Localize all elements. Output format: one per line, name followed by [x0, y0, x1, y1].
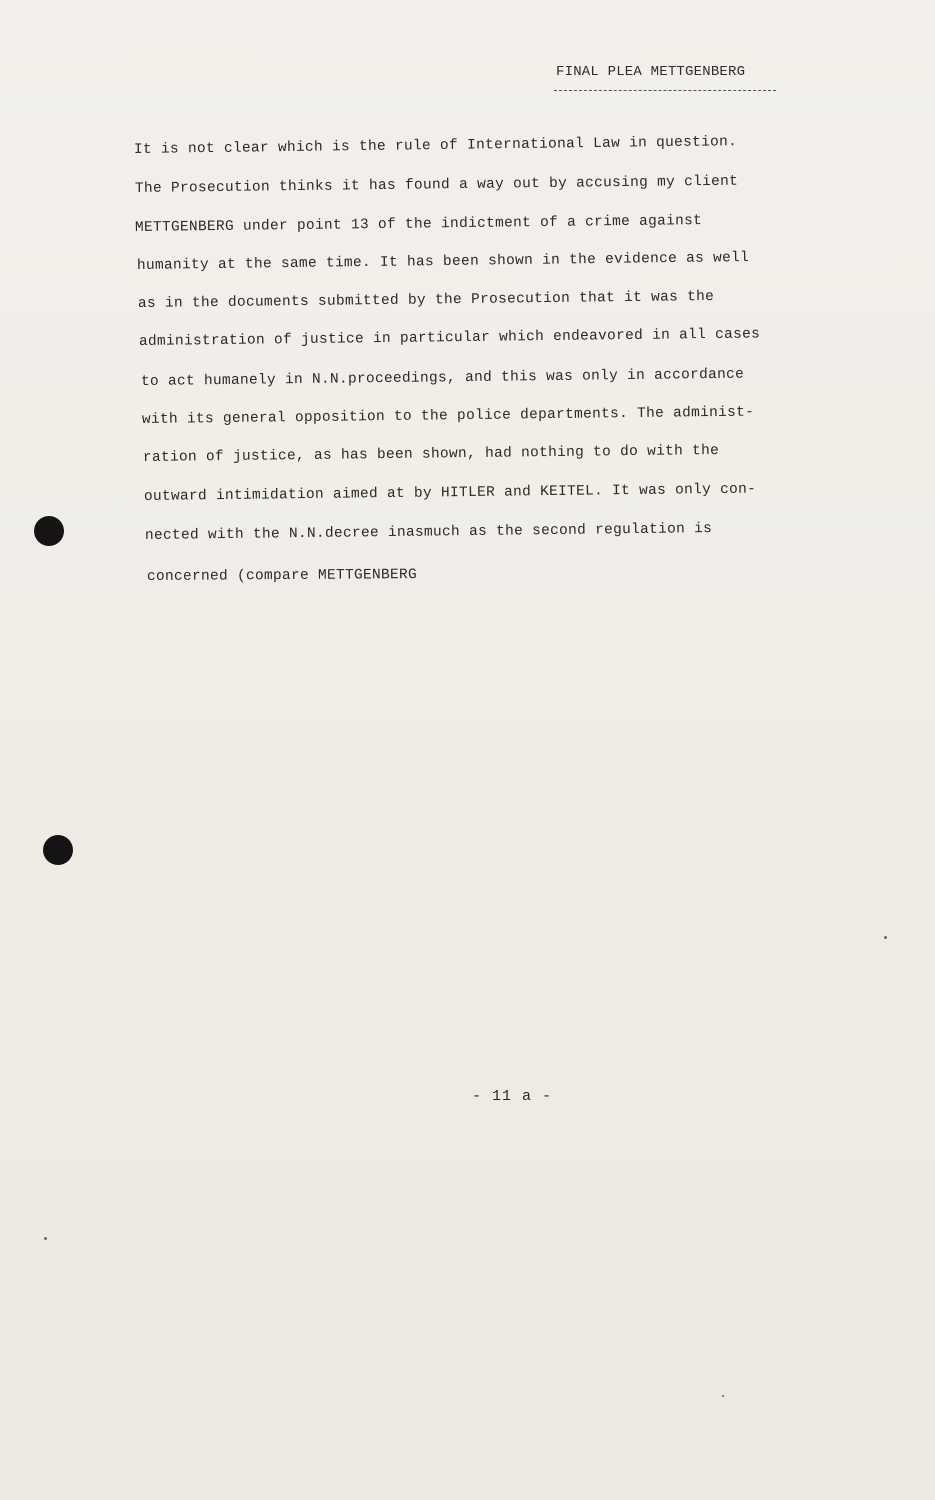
text-line: as in the documents submitted by the Prosecution that it was the [137, 288, 715, 312]
punch-hole [34, 516, 64, 546]
text-line: humanity at the same time. It has been shown in the evidence as well [136, 249, 750, 274]
text-line: nected with the N.N.decree inasmuch as the second regulation is [144, 521, 713, 544]
paper-speck [44, 1237, 47, 1240]
text-line: METTGENBERG under point 13 of the indictment of a crime against [134, 213, 703, 236]
paper-speck [884, 936, 887, 939]
page-number: - 11 a - [472, 1088, 553, 1105]
text-line: ration of justice, as has been shown, had nothing to do with the [142, 442, 720, 466]
text-line: administration of justice in particular which endeavored in all cases [138, 326, 761, 350]
text-line: concerned (compare METTGENBERG [146, 567, 418, 585]
paper-speck [722, 1395, 724, 1397]
text-line: outward intimidation aimed at by HITLER and KEITEL. It was only con- [143, 481, 757, 505]
text-line: It is not clear which is the rule of International Law in question. [133, 134, 738, 158]
text-line: to act humanely in N.N.proceedings, and this was only in accordance [140, 366, 745, 390]
text-line: The Prosecution thinks it has found a way out by accusing my client [134, 173, 739, 197]
header-title: FINAL PLEA METTGENBERG [556, 64, 746, 80]
punch-hole [43, 835, 73, 865]
text-line: with its general opposition to the police departments. The administ- [141, 404, 755, 428]
